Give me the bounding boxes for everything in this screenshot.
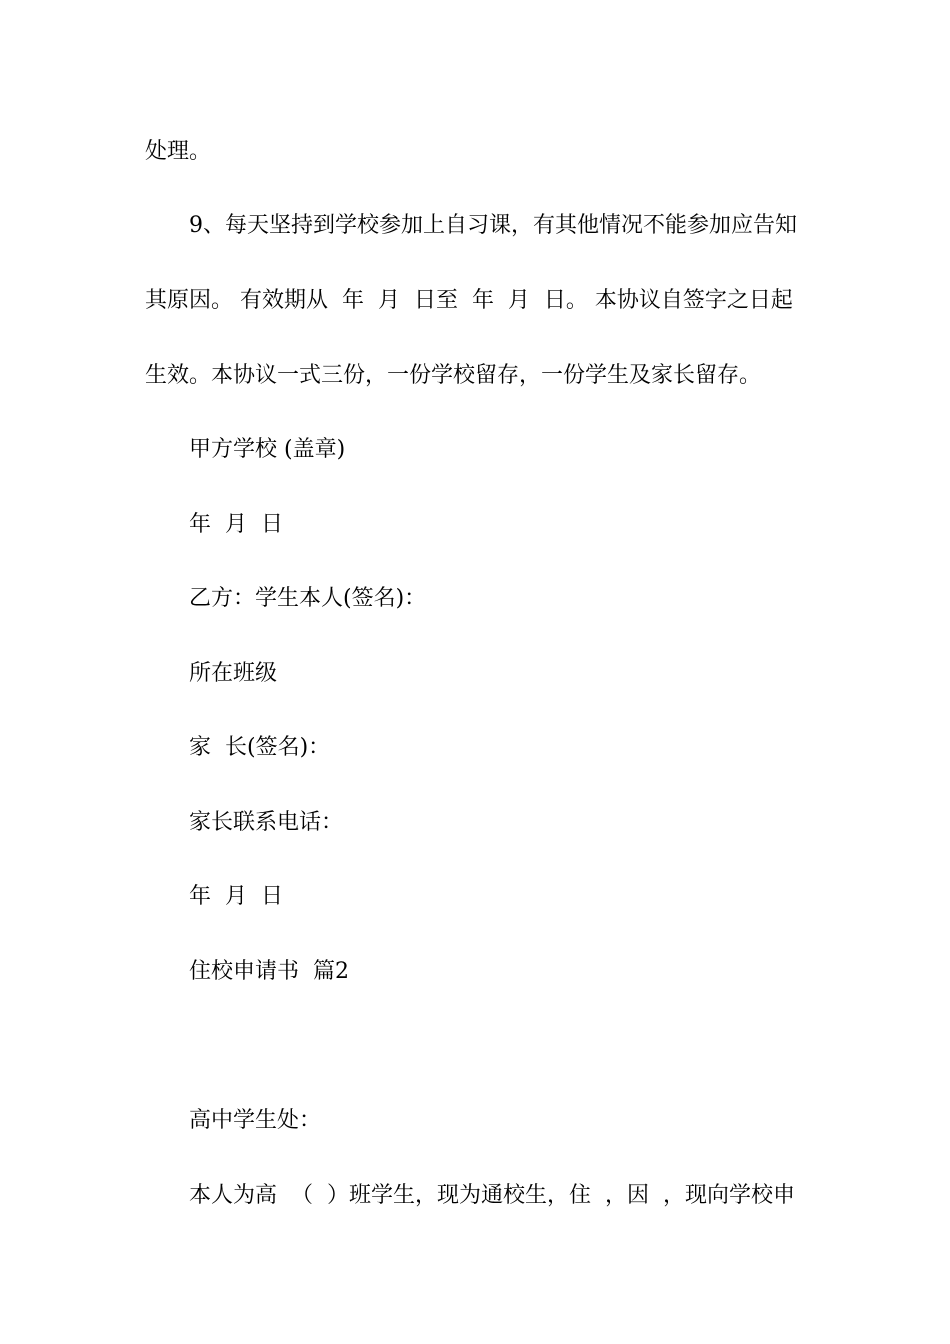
salutation: 高中学生处： (189, 1108, 322, 1133)
parent-signature-label: 家 长(签名)： (189, 735, 331, 760)
section-heading: 住校申请书 篇2 (189, 959, 349, 984)
party-b-label: 乙方：学生本人(签名)： (189, 586, 427, 611)
party-a-label: 甲方学校 (盖章) (189, 437, 346, 462)
parent-phone-label: 家长联系电话： (189, 810, 344, 835)
date-line: 年 月 日 (189, 512, 283, 537)
paragraph-line: 本人为高 （ ）班学生，现为通校生，住 ，因 ，现向学校申 (189, 1183, 795, 1208)
paragraph-line: 9、每天坚持到学校参加上自习课，有其他情况不能参加应告知 (189, 213, 797, 238)
date-line: 年 月 日 (189, 884, 283, 909)
class-label: 所在班级 (189, 661, 278, 686)
paragraph-line: 处理。 (145, 139, 212, 164)
paragraph-line: 其原因。 有效期从 年 月 日至 年 月 日。 本协议自签字之日起 (145, 288, 793, 313)
paragraph-line: 生效。本协议一式三份，一份学校留存，一份学生及家长留存。 (145, 363, 762, 388)
